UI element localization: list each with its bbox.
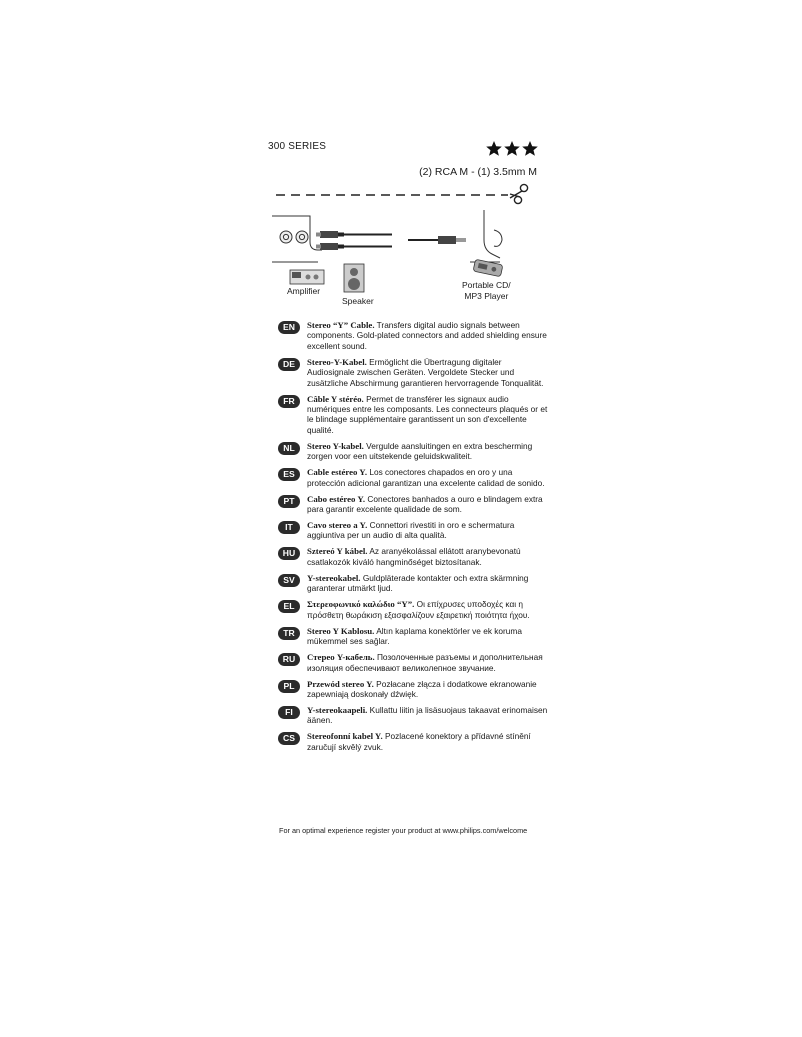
amplifier-label: Amplifier bbox=[287, 286, 321, 296]
lang-badge: TR bbox=[278, 627, 300, 640]
lang-body: Kullattu liitin ja lisäsuojaus takaavat erinomaisen äänen. bbox=[307, 704, 548, 726]
lang-title: Стерео Y-кабель. bbox=[307, 652, 375, 663]
series-label: 300 SERIES bbox=[268, 141, 327, 152]
lang-badge: CS bbox=[278, 732, 300, 745]
lang-title: Câble Y stéréo. bbox=[307, 393, 364, 404]
lang-badge: PT bbox=[278, 495, 300, 508]
lang-badge: ES bbox=[278, 468, 300, 481]
lang-entry-en bbox=[278, 320, 548, 351]
lang-entry-hu bbox=[278, 546, 548, 567]
lang-body: Az aranyékolással ellátott aranybevonatú csatlakozók kiváló hangminőséget biztosítanak. bbox=[307, 546, 521, 567]
lang-badge: FI bbox=[278, 706, 300, 719]
lang-entry-pt bbox=[278, 494, 548, 515]
lang-badge: NL bbox=[278, 442, 300, 455]
player-label-line1: Portable CD/ bbox=[462, 280, 511, 290]
star-icon bbox=[522, 141, 538, 156]
language-descriptions bbox=[278, 320, 548, 758]
lang-badge: PL bbox=[278, 680, 300, 693]
player-label bbox=[462, 280, 511, 302]
cable-spec: (2) RCA M - (1) 3.5mm M bbox=[419, 166, 537, 178]
jack-plug-icon bbox=[408, 236, 466, 244]
lang-title: Stereo Y Kablosu. bbox=[307, 625, 375, 636]
scissors-icon bbox=[510, 184, 528, 203]
star-icon bbox=[486, 141, 502, 156]
lang-title: Stereofonní kabel Y. bbox=[307, 731, 383, 742]
lang-badge: DE bbox=[278, 358, 300, 371]
lang-badge: EN bbox=[278, 321, 300, 334]
lang-entry-tr bbox=[278, 626, 548, 647]
lang-entry-fr bbox=[278, 394, 548, 436]
lang-body: Permet de transférer les signaux audio numériques entre les composants. Les connecteurs plaqués or et le blindage supplémentaire garantissent un son d'excellente qualité. bbox=[307, 393, 548, 435]
rating-stars bbox=[486, 140, 538, 158]
lang-entry-de bbox=[278, 357, 548, 388]
rca-plugs-icon bbox=[316, 231, 392, 250]
lang-title: Cabo estéreo Y. bbox=[307, 493, 366, 504]
lang-entry-cs bbox=[278, 731, 548, 752]
speaker-label: Speaker bbox=[342, 296, 374, 306]
lang-title: Stereo Y-kabel. bbox=[307, 440, 364, 451]
lang-entry-it bbox=[278, 520, 548, 541]
amplifier-back-panel bbox=[272, 216, 322, 262]
register-footer: For an optimal experience register your product at www.philips.com/welcome bbox=[279, 826, 528, 835]
lang-body: Altın kaplama konektörler ve ek koruma mükemmel ses sağlar. bbox=[307, 625, 522, 647]
lang-body: Pozłacane złącza i dodatkowe ekranowanie zapewniają doskonały dźwięk. bbox=[307, 678, 537, 699]
lang-body: Connettori rivestiti in oro e schermatura aggiuntiva per un audio di alta qualità. bbox=[307, 520, 515, 541]
lang-title: Stereo “Y” Cable. bbox=[307, 320, 375, 330]
lang-body: Conectores banhados a ouro e blindagem extra para garantir excelente qualidade de som. bbox=[307, 493, 543, 515]
lang-entry-sv bbox=[278, 573, 548, 594]
lang-body: Guldpläterade kontakter och extra skärmning garanterar utmärkt ljud. bbox=[307, 572, 529, 594]
player-label-line2: MP3 Player bbox=[464, 291, 509, 301]
lang-badge: EL bbox=[278, 600, 300, 613]
lang-badge: IT bbox=[278, 521, 300, 534]
lang-body: Los conectores chapados en oro y una protección adicional garantizan una excelente calidad de sonido. bbox=[307, 467, 545, 488]
lang-entry-fi bbox=[278, 705, 548, 726]
lang-body: Ermöglicht die Übertragung digitaler Audiosignale zwischen Geräten. Vergoldete Stecker und zusätzliche Abschirmung garantieren hervorragende Tonqualität. bbox=[307, 356, 544, 388]
lang-title: Στερεοφωνικό καλώδιο “Y”. bbox=[307, 599, 415, 610]
lang-title: Stereo-Y-Kabel. bbox=[307, 356, 367, 367]
lang-body: Pozlacené konektory a přídavné stínění zaručují skvělý zvuk. bbox=[307, 731, 531, 752]
lang-badge: FR bbox=[278, 395, 300, 408]
connection-diagram bbox=[272, 206, 542, 310]
lang-entry-es bbox=[278, 467, 548, 488]
lang-badge: HU bbox=[278, 547, 300, 560]
lang-badge: SV bbox=[278, 574, 300, 587]
cut-line bbox=[276, 181, 532, 205]
lang-title: Cavo stereo a Y. bbox=[307, 520, 368, 531]
lang-badge: RU bbox=[278, 653, 300, 666]
player-side-panel bbox=[470, 210, 502, 262]
lang-title: Sztereó Y kábel. bbox=[307, 546, 368, 557]
lang-title: Cable estéreo Y. bbox=[307, 467, 368, 478]
lang-entry-ru bbox=[278, 652, 548, 673]
lang-title: Y-stereokabel. bbox=[307, 572, 361, 583]
star-icon bbox=[504, 141, 520, 156]
lang-body: Transfers digital audio signals between components. Gold-plated connectors and added shielding ensure excellent sound. bbox=[307, 320, 547, 351]
amplifier-icon bbox=[290, 270, 324, 284]
lang-entry-pl bbox=[278, 679, 548, 700]
lang-body: Vergulde aansluitingen en extra bescherming zorgen voor een uitstekende geluidskwaliteit. bbox=[307, 440, 533, 462]
lang-entry-nl bbox=[278, 441, 548, 462]
lang-body: Οι επίχρυσες υποδοχές και η πρόσθετη θωράκιση εξασφαλίζουν εξαιρετική ποιότητα ήχου. bbox=[307, 599, 530, 620]
lang-entry-el bbox=[278, 599, 548, 620]
lang-title: Y-stereokaapeli. bbox=[307, 704, 368, 715]
lang-title: Przewód stereo Y. bbox=[307, 678, 374, 689]
lang-body: Позолоченные разъемы и дополнительная изоляция обеспечивают великолепное звучание. bbox=[307, 652, 543, 673]
speaker-icon bbox=[344, 264, 364, 292]
